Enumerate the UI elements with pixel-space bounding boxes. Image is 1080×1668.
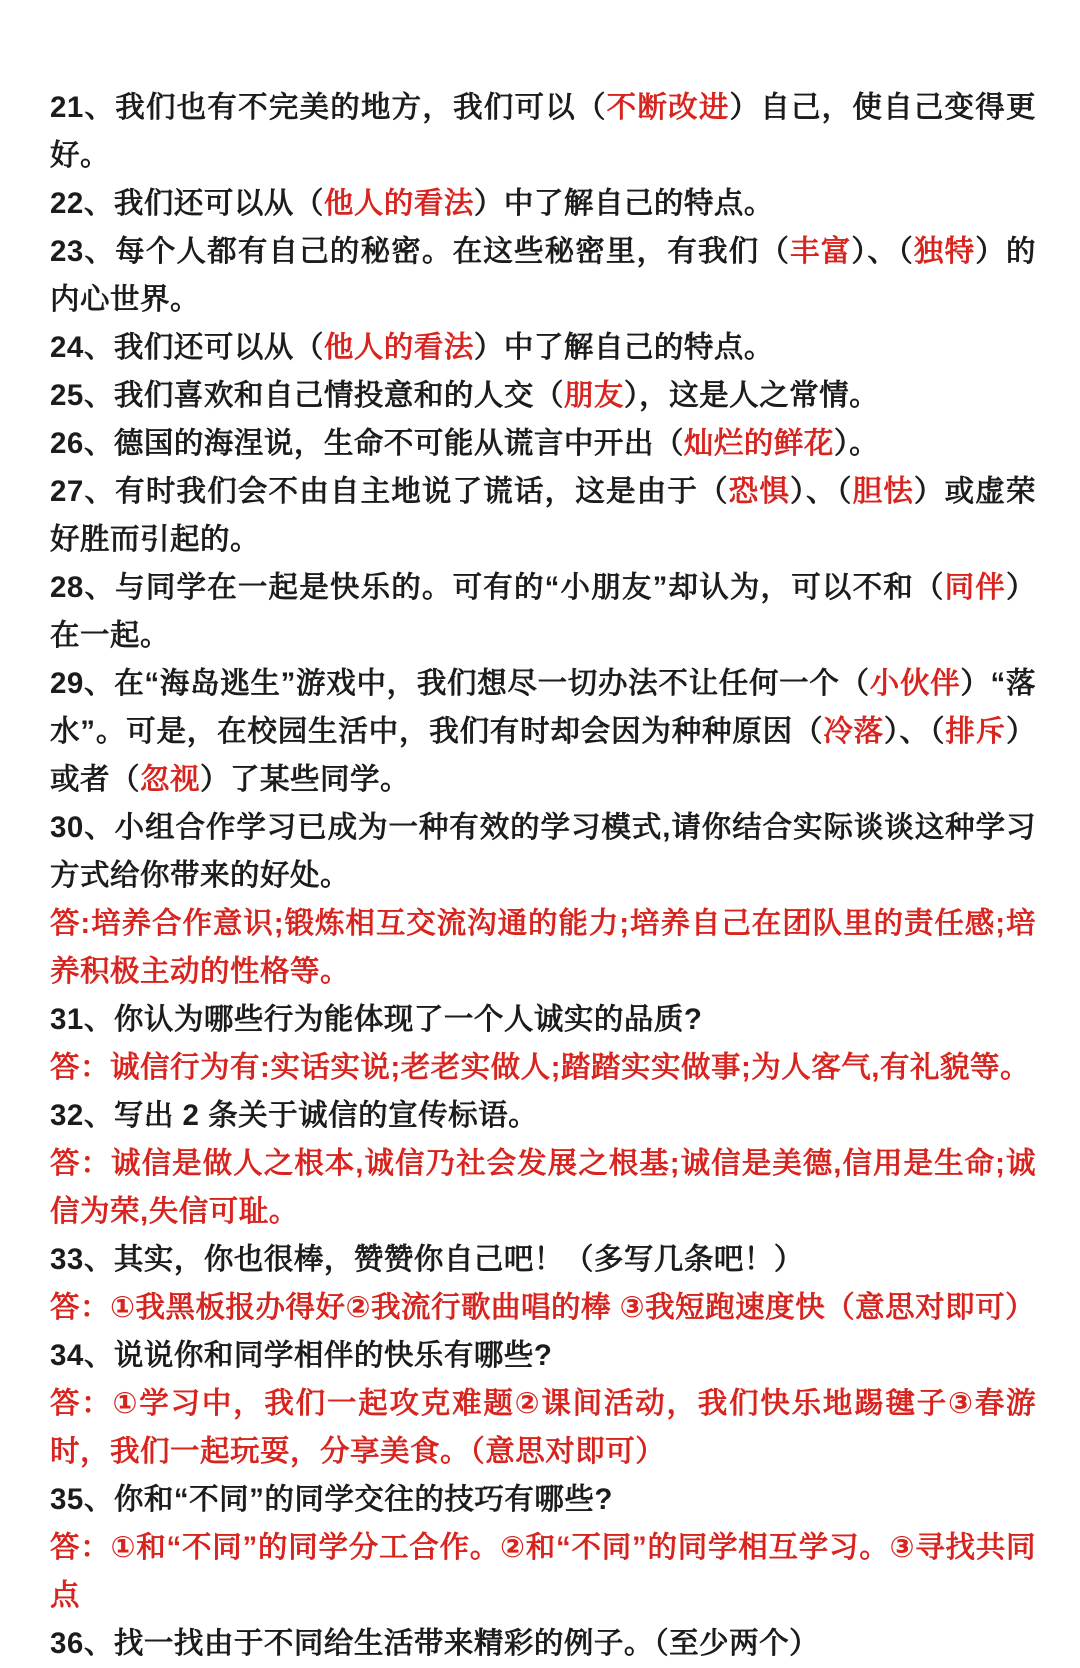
question-34 [50, 1332, 1036, 1380]
question-24 [50, 324, 1036, 372]
text-segment: ）中了解自己的特点。 [473, 187, 774, 220]
text-segment: 答:培养合作意识;锻炼相互交流沟通的能力;培养自己在团队里的责任感;培养积极主动的性格等。 [50, 907, 1036, 988]
text-segment: ）在一起。 [50, 571, 1036, 652]
text-segment: 不断改进 [606, 91, 730, 124]
question-31 [50, 996, 1036, 1044]
text-segment: 朋友 [563, 379, 624, 412]
question-29 [50, 660, 1036, 804]
text-segment: 28、与同学在一起是快乐的。可有的“小朋友”却认为，可以不和（ [50, 571, 945, 604]
text-segment: ）、（ [790, 475, 853, 508]
text-segment: 21、我们也有不完美的地方，我们可以（ [50, 91, 607, 124]
text-segment: 丰富 [790, 235, 852, 268]
question-26 [50, 420, 1036, 468]
answer-31 [50, 1044, 1036, 1092]
question-27 [50, 468, 1036, 564]
text-segment: 27、有时我们会不由自主地说了谎话，这是由于（ [50, 475, 729, 508]
question-28 [50, 564, 1036, 660]
answer-30 [50, 900, 1036, 996]
text-segment: 答：诚信行为有:实话实说;老老实做人;踏踏实实做事;为人客气,有礼貌等。 [50, 1051, 1030, 1084]
text-segment: 33、其实，你也很棒，赞赞你自己吧！（多写几条吧！） [50, 1243, 804, 1276]
text-segment: ）了某些同学。 [200, 763, 411, 796]
text-segment: 独特 [913, 235, 976, 268]
text-segment: 24、我们还可以从（ [50, 331, 324, 364]
text-segment: 25、我们喜欢和自己情投意和的人交（ [50, 379, 564, 412]
text-segment: ），这是人之常情。 [623, 379, 880, 412]
text-segment: 答：诚信是做人之根本,诚信乃社会发展之根基;诚信是美德,信用是生命;诚信为荣,失信可耻。 [50, 1147, 1036, 1228]
text-segment: 23、每个人都有自己的秘密。在这些秘密里，有我们（ [50, 235, 791, 268]
text-segment: ）或虚荣好胜而引起的。 [50, 475, 1036, 556]
text-segment: ）、（ [883, 715, 946, 748]
text-segment: 31、你认为哪些行为能体现了一个人诚实的品质? [50, 1003, 703, 1036]
text-segment: ）的内心世界。 [50, 235, 1036, 316]
text-segment: 26、德国的海涅说，生命不可能从谎言中开出（ [50, 427, 684, 460]
question-25 [50, 372, 1036, 420]
text-segment: 22、我们还可以从（ [50, 187, 324, 220]
text-segment: 32、写出 2 条关于诚信的宣传标语。 [50, 1099, 539, 1132]
answer-35 [50, 1524, 1036, 1620]
text-segment: ）“落水”。可是，在校园生活中，我们有时却会因为种种原因（ [50, 667, 1036, 748]
text-segment: ）或者（ [50, 715, 1036, 796]
text-segment: 他人的看法 [323, 187, 474, 220]
answer-33 [50, 1284, 1036, 1332]
text-segment: 34、说说你和同学相伴的快乐有哪些? [50, 1339, 553, 1372]
text-segment: 胆怯 [852, 475, 914, 508]
question-21 [50, 84, 1036, 180]
text-segment: 答：①学习中，我们一起攻克难题②课间活动，我们快乐地踢毽子③春游时，我们一起玩耍，分享美食。（意思对即可） [50, 1387, 1036, 1468]
text-segment: 恐惧 [728, 475, 791, 508]
text-segment: 35、你和“不同”的同学交往的技巧有哪些? [50, 1483, 613, 1516]
document-body [50, 84, 1036, 1668]
text-segment: ）。 [833, 427, 880, 460]
text-segment: 答：①我黑板报办得好②我流行歌曲唱的棒 ③我短跑速度快（意思对即可） [50, 1291, 1036, 1324]
question-33 [50, 1236, 1036, 1284]
text-segment: 答：①和“不同”的同学分工合作。②和“不同”的同学相互学习。③寻找共同点 [50, 1531, 1036, 1612]
text-segment: 36、找一找由于不同给生活带来精彩的例子。（至少两个） [50, 1627, 820, 1660]
text-segment: ）中了解自己的特点。 [473, 331, 774, 364]
text-segment: 小伙伴 [869, 667, 961, 700]
text-segment: 灿烂的鲜花 [683, 427, 834, 460]
question-23 [50, 228, 1036, 324]
question-35 [50, 1476, 1036, 1524]
question-32 [50, 1092, 1036, 1140]
text-segment: 忽视 [140, 763, 201, 796]
text-segment: 同伴 [944, 571, 1006, 604]
text-segment: 他人的看法 [323, 331, 474, 364]
text-segment: 冷落 [823, 715, 884, 748]
text-segment: ）自己，使自己变得更好。 [50, 91, 1036, 172]
answer-34 [50, 1380, 1036, 1476]
answer-32 [50, 1140, 1036, 1236]
text-segment: ）、（ [851, 235, 914, 268]
text-segment: 29、在“海岛逃生”游戏中，我们想尽一切办法不让任何一个（ [50, 667, 870, 700]
question-22 [50, 180, 1036, 228]
text-segment: 排斥 [945, 715, 1006, 748]
question-36 [50, 1620, 1036, 1668]
question-30 [50, 804, 1036, 900]
text-segment: 30、小组合作学习已成为一种有效的学习模式,请你结合实际谈谈这种学习方式给你带来的好处。 [50, 811, 1036, 892]
